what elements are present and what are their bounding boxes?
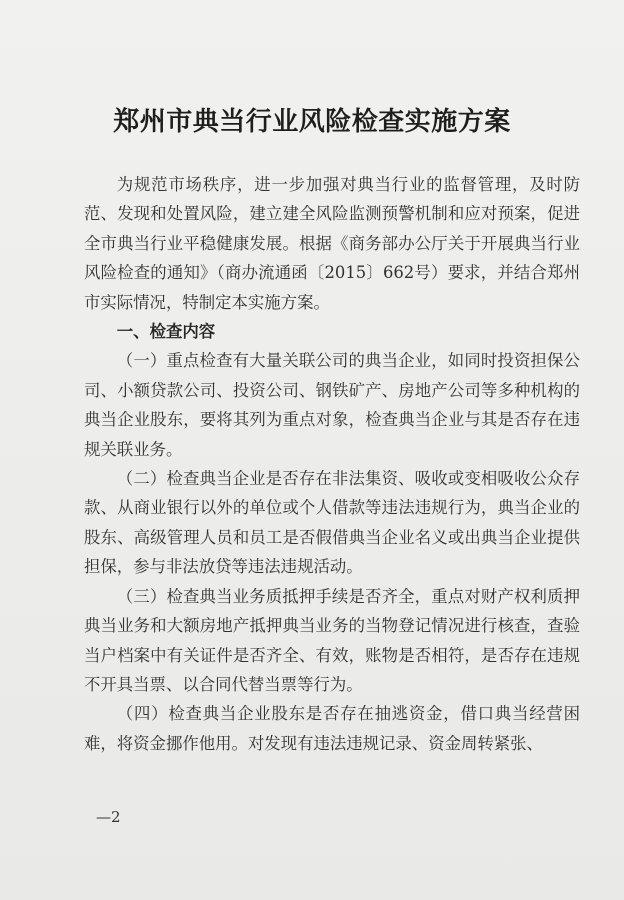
inspection-item-2: （二）检查典当企业是否存在非法集资、吸收或变相吸收公众存款、从商业银行以外的单位或个人借款等违法违规行为，典当企业的股东、高级管理人员和员工是否假借典当企业名义或出典当企业提供担保，参与非法放贷等违法违规活动。	[84, 469, 580, 577]
page-number: —2	[96, 808, 121, 826]
section-heading-inspection-content: 一、检查内容	[116, 322, 216, 342]
inspection-item-3: （三）检查典当业务质抵押手续是否齐全，重点对财产权利质押典当业务和大额房地产抵押典当业务的当物登记情况进行核查，查验当户档案中有关证件是否齐全、有效，账物是否相符，是否存在违规不开具当票、以合同代替当票等行为。	[84, 586, 580, 694]
document-title: 郑州市典当行业风险检查实施方案	[113, 107, 511, 137]
inspection-item-1: （一）重点检查有大量关联公司的典当企业，如同时投资担保公司、小额贷款公司、投资公司、钢铁矿产、房地产公司等多种机构的典当企业股东，要将其列为重点对象，检查典当企业与其是否存在违规关联业务。	[84, 351, 580, 459]
document-body	[84, 170, 580, 758]
inspection-item-4: （四）检查典当企业股东是否存在抽逃资金，借口典当经营困难，将资金挪作他用。对发现有违法违规记录、资金周转紧张、	[84, 704, 580, 753]
intro-paragraph: 为规范市场秩序，进一步加强对典当行业的监督管理，及时防范、发现和处置风险，建立建全风险监测预警机制和应对预案，促进全市典当行业平稳健康发展。根据《商务部办公厅关于开展典当行业风险检查的通知》（商办流通函〔2015〕662号）要求，并结合郑州市实际情况，特制定本实施方案。	[84, 175, 580, 312]
